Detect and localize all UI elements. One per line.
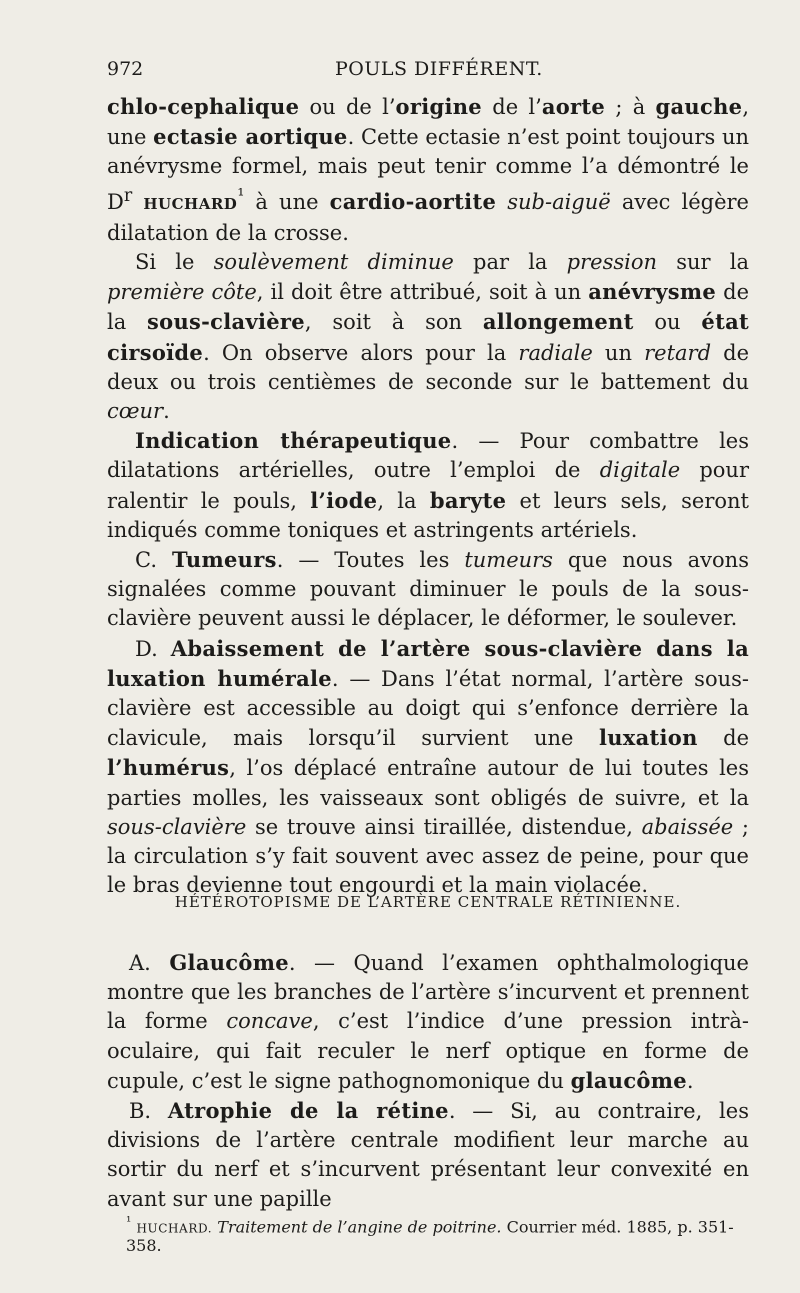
text-run: et leurs sels, seront indiqués comme toniques et astringents artériels. bbox=[107, 488, 749, 542]
paragraph-soulevement bbox=[107, 248, 749, 426]
bold-heading: Glaucôme bbox=[169, 950, 289, 975]
italic-term: première côte bbox=[107, 280, 257, 305]
main-text-continued bbox=[107, 948, 749, 1214]
bold-term: ectasie aortique bbox=[153, 124, 348, 150]
bold-term: aorte bbox=[541, 94, 606, 119]
italic-term: sub-aiguë bbox=[507, 189, 611, 214]
bold-term: baryte bbox=[429, 487, 507, 513]
text-run: de deux ou trois centièmes de seconde sur le battement du bbox=[107, 340, 750, 394]
bold-term: l’humérus bbox=[107, 755, 230, 781]
paragraph-tumeurs bbox=[107, 545, 749, 634]
italic-term: cœur bbox=[107, 399, 164, 424]
italic-term: pression bbox=[566, 250, 658, 275]
bold-term: état cirsoïde bbox=[107, 309, 749, 365]
text-run: sur la bbox=[657, 250, 749, 275]
text-run: , une bbox=[107, 95, 749, 150]
paragraph-atrophie bbox=[107, 1096, 749, 1214]
text-run: . — Pour combattre les dilatations artérielles, outre l’emploi de bbox=[107, 429, 749, 483]
text-run: se trouve ainsi tiraillée, distendue, bbox=[246, 814, 642, 839]
text-run: de la bbox=[107, 280, 750, 335]
bold-term: origine bbox=[395, 94, 482, 119]
text-run: . — Dans l’état normal, l’artère sous-clavière est accessible au doigt qui s’enfonce derrière la clavicule, mais lorsqu’il survient une bbox=[107, 666, 749, 751]
italic-term: concave bbox=[226, 1009, 313, 1034]
section-letter: C. bbox=[135, 548, 172, 573]
section-letter: B. bbox=[129, 1099, 168, 1124]
text-run: , l’os déplacé entraîne autour de lui toutes les parties molles, les vaisseaux sont obligés de suivre, et la bbox=[107, 756, 749, 810]
section-letter: D. bbox=[135, 636, 171, 661]
text-run: de bbox=[697, 726, 749, 751]
italic-term: soulèvement diminue bbox=[213, 250, 454, 275]
bold-term: gauche bbox=[655, 94, 743, 119]
text-run: avec légère dilatation de la crosse. bbox=[107, 189, 749, 245]
footnote-author: HUCHARD. bbox=[136, 1221, 213, 1236]
italic-term: sous-clavière bbox=[107, 814, 247, 839]
italic-term: digitale bbox=[599, 458, 681, 483]
bold-term: allongement bbox=[482, 309, 634, 335]
italic-term: abaissée bbox=[641, 814, 734, 839]
paragraph-glaucome bbox=[107, 948, 749, 1096]
bold-term: luxation bbox=[598, 725, 698, 751]
text-run: pour ralentir le pouls, bbox=[107, 458, 749, 513]
paragraph-ectasie bbox=[107, 92, 749, 248]
paragraph-abaissement bbox=[107, 634, 749, 901]
main-text bbox=[107, 92, 749, 900]
text-run: un bbox=[592, 340, 645, 365]
bold-term: glaucôme bbox=[570, 1067, 687, 1093]
bold-heading: Tumeurs bbox=[171, 547, 277, 573]
text-run: ou bbox=[633, 310, 702, 335]
page-number: 972 bbox=[107, 58, 144, 80]
bold-term: cardio-aortite bbox=[329, 188, 497, 214]
text-run: . — Si, au contraire, les divisions de l’artère centrale modifient leur marche au sortir du nerf et s’incurvent présentant leur convexité en avant sur une papille bbox=[107, 1099, 749, 1211]
text-run: , c’est l’indice d’une pression intrà-oculaire, qui fait reculer le nerf optique en forme de cupule, c’est le signe pathognomonique du bbox=[107, 1009, 750, 1093]
footnote-title: Traitement de l’angine de poitrine. bbox=[217, 1217, 502, 1237]
text-run: que nous avons signalées comme pouvant diminuer le pouls de la sous-clavière peuvent aussi le déplacer, le déformer, le soulever. bbox=[107, 548, 749, 631]
text-run: . On observe alors pour la bbox=[203, 340, 519, 365]
text-run: . — Toutes les bbox=[276, 548, 465, 573]
text-run: de l’ bbox=[481, 95, 542, 119]
text-run: par la bbox=[453, 250, 567, 275]
text-run: , il doit être attribué, soit à un bbox=[256, 280, 589, 305]
text-run: . bbox=[163, 399, 170, 424]
author-name: HUCHARD bbox=[143, 194, 238, 213]
bold-heading: Indication thérapeutique bbox=[135, 428, 452, 454]
running-title: POULS DIFFÉRENT. bbox=[335, 58, 543, 80]
paragraph-indication bbox=[107, 426, 749, 545]
text-run: . Cette ectasie n’est point toujours un anévrysme formel, mais peut tenir comme l’a démontré le D bbox=[107, 125, 749, 214]
running-head bbox=[107, 58, 747, 88]
section-letter: A. bbox=[129, 951, 170, 975]
superscript: r bbox=[123, 185, 133, 206]
text-run: ; à bbox=[605, 95, 656, 119]
bold-term: l’iode bbox=[310, 487, 378, 513]
bold-heading: Abaissement de l’artère sous-clavière dans la luxation humérale bbox=[107, 635, 749, 691]
text-run: , soit à son bbox=[304, 310, 483, 335]
bold-heading: Atrophie de la rétine bbox=[167, 1098, 449, 1124]
text-run: . — Quand l’examen ophthalmologique montre que les branches de l’artère s’incurvent et prennent la forme bbox=[107, 951, 749, 1034]
text-run: . bbox=[686, 1068, 694, 1093]
text-run: ou de l’ bbox=[299, 95, 396, 119]
text-run bbox=[496, 190, 507, 214]
footnote-marker: ¹ bbox=[237, 185, 245, 206]
footnote-marker: ¹ bbox=[126, 1215, 132, 1230]
bold-term: chlo-cephalique bbox=[107, 94, 300, 119]
text-run: à une bbox=[244, 189, 330, 214]
text-run: , la bbox=[377, 488, 430, 513]
section-heading: HÉTÉROTOPISME DE L’ARTÈRE CENTRALE RÉTINIENNE. bbox=[174, 893, 682, 911]
italic-term: retard bbox=[644, 340, 712, 365]
footnote bbox=[126, 1215, 756, 1255]
italic-term: radiale bbox=[518, 340, 593, 365]
text-run: ; la circulation s’y fait souvent avec assez de peine, pour que le bras devienne tout engourdi et la main violacée. bbox=[107, 814, 749, 898]
bold-term: anévrysme bbox=[588, 279, 717, 305]
footnote-citation: Courrier méd. 1885, p. 351-358. bbox=[126, 1217, 734, 1256]
italic-term: tumeurs bbox=[464, 548, 553, 573]
text-run: Si le bbox=[135, 250, 214, 275]
bold-term: sous-clavière bbox=[147, 309, 305, 335]
